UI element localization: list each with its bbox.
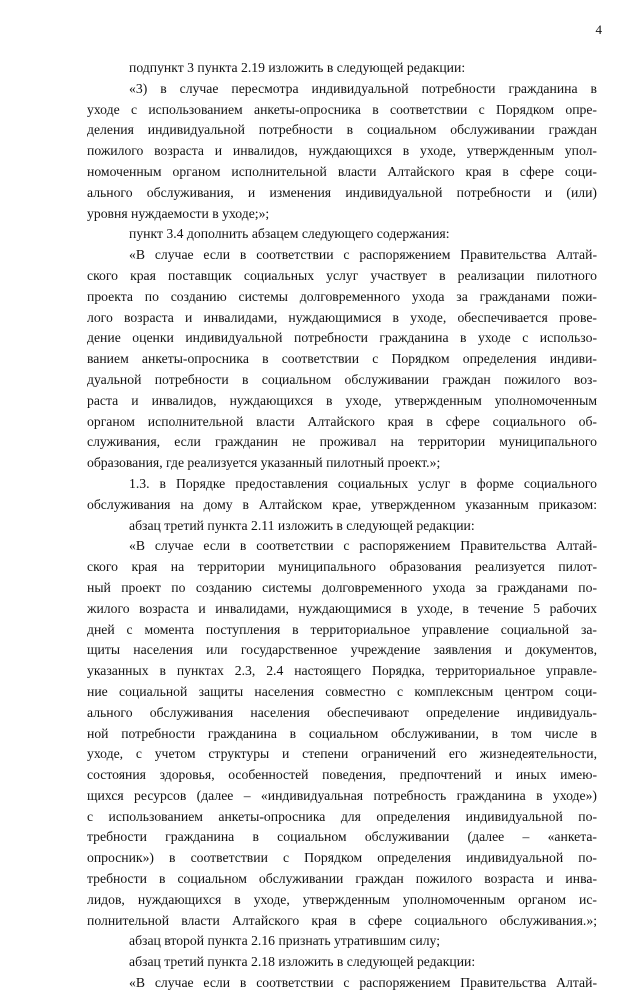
text-line: лидов, нуждающихся в уходе, утвержденным уполномоченным органом ис- [87,891,597,907]
text-line: абзац третий пункта 2.18 изложить в следующей редакции: [129,954,476,970]
text-line: «3) в случае пересмотра индивидуальной потребности гражданина в [129,80,597,96]
text-line: «В случае если в соответствии с распоряжением Правительства Алтай- [129,247,597,263]
text-line: проекта по созданию системы долговременного ухода за гражданами пожи- [87,288,597,304]
text-line: номоченным органом исполнительной власти Алтайского края в сфере соци- [87,163,597,179]
text-line: ального обслуживания населения обеспечивают определение индивидуаль- [87,704,597,720]
text-line: жилого возраста и инвалидами, нуждающимися в уходе, в течение 5 рабочих [87,600,597,616]
text-line: ального обслуживания, и изменения индивидуальной потребности и (или) [87,184,597,200]
text-line: образования, где реализуется указанный пилотный проект.»; [87,455,441,471]
text-line: дуальной потребности в социальном обслуживании граждан пожилого воз- [87,371,597,387]
text-line: раста и инвалидов, нуждающихся в уходе, утвержденным уполномоченным [87,392,597,408]
text-line: ной потребности гражданина в социальном обслуживании, в том числе в [87,725,597,741]
text-line: пожилого возраста и инвалидов, нуждающихся в уходе, утвержденным упол- [87,143,597,159]
text-line: пункт 3.4 дополнить абзацем следующего содержания: [129,226,450,242]
text-line: подпункт 3 пункта 2.19 изложить в следующей редакции: [129,60,466,75]
text-line: ние социальной защиты населения совместно с комплексным центром соци- [87,683,597,699]
text-line: 1.3. в Порядке предоставления социальных услуг в форме социального [129,475,597,491]
text-line: уходе с использованием анкеты-опросника в соответствии с Порядком опре- [87,101,597,117]
page-number: 4 [595,22,602,37]
text-line: обслуживания на дому в Алтайском крае, утвержденном указанным приказом: [87,496,597,512]
text-line: ского края на территории муниципального образования реализуется пилот- [87,559,597,575]
text-line: «В случае если в соответствии с распоряжением Правительства Алтай- [129,538,597,554]
text-line: дение оценки индивидуальной потребности гражданина в уходе с использо- [87,330,597,346]
text-line: деления индивидуальной потребности в социальном обслуживании граждан [87,122,597,138]
text-line: с использованием анкеты-опросника для определения индивидуальной по- [87,808,597,824]
text-line: абзац второй пункта 2.16 признать утратившим силу; [129,933,441,949]
text-line: уровня нуждаемости в уходе;»; [87,205,270,221]
text-line: органом исполнительной власти Алтайского края в сфере социального об- [87,413,597,429]
text-line: ванием анкеты-опросника в соответствии с Порядком определения индиви- [87,351,597,367]
text-line: щихся ресурсов (далее – «индивидуальная потребность гражданина в уходе») [87,787,597,803]
text-line: щиты населения или государственное учреждение заявления и документов, [87,642,597,658]
text-line: полнительной власти Алтайского края в сфере социального обслуживания.»; [87,912,597,928]
text-line: лого возраста и инвалидами, нуждающимися в уходе, обеспечивается прове- [87,309,597,325]
text-line: требности в социальном обслуживании граждан пожилого возраста и инва- [87,871,597,887]
text-line: «В случае если в соответствии с распоряжением Правительства Алтай- [129,975,597,991]
text-line: абзац третий пункта 2.11 изложить в следующей редакции: [129,517,475,533]
text-line: требности гражданина в социальном обслуживании (далее – «анкета- [87,829,597,845]
text-line: опросник») в соответствии с Порядком определения индивидуальной по- [87,850,597,866]
text-line: состояния здоровья, особенностей поведения, предпочтений и иных имею- [87,767,597,783]
text-line: ный проект по созданию системы долговременного ухода за гражданами по- [87,579,597,595]
document-body [87,58,597,994]
text-line: служивания, если гражданин не проживал на территории муниципального [87,434,597,450]
text-line: указанных в пунктах 2.3, 2.4 настоящего Порядка, территориальное управле- [87,663,597,679]
text-line: уходе, с учетом структуры и степени ограничений его жизнедеятельности, [87,746,597,762]
text-line: дней с момента поступления в территориальное управление социальной за- [87,621,597,637]
text-line: ского края поставщик социальных услуг участвует в реализации пилотного [87,267,597,283]
